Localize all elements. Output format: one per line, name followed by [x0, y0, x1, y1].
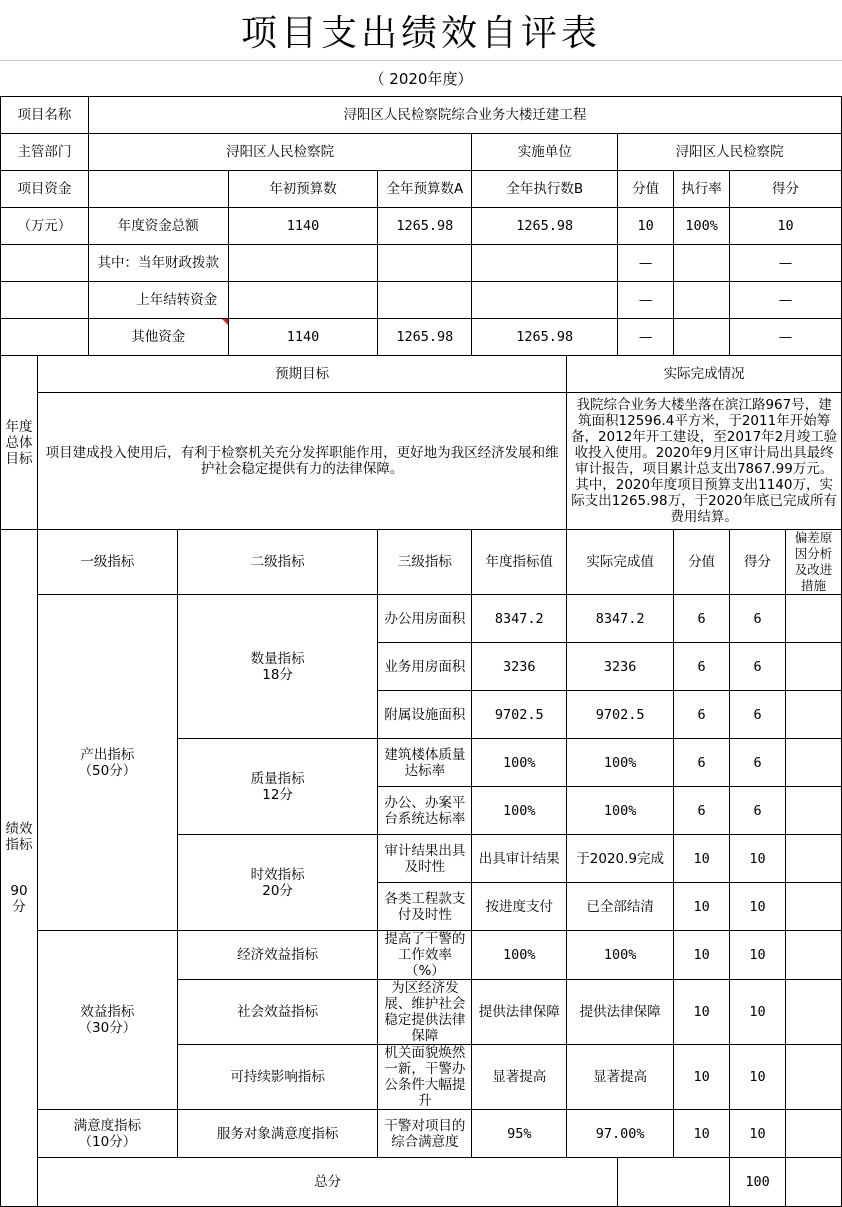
indicator-l2: 服务对象满意度指标	[177, 1110, 378, 1158]
funds-carryover-blank	[1, 282, 89, 319]
header-exec: 全年执行数B	[472, 171, 618, 208]
funds-carryover-score: —	[730, 282, 842, 319]
project-name-value: 浔阳区人民检察院综合业务大楼迁建工程	[88, 97, 841, 134]
indicator-score-value: 6	[674, 691, 730, 739]
evaluation-table	[0, 96, 842, 1207]
quantity-label	[177, 595, 378, 739]
indicators-side-label	[1, 530, 38, 1207]
indicator-l3: 办公用房面积	[378, 595, 472, 643]
indicator-actual: 已全部结清	[567, 883, 674, 931]
header-ind-score-value: 分值	[674, 530, 730, 595]
indicator-score: 10	[730, 883, 786, 931]
indicator-analysis	[785, 1045, 841, 1110]
total-analysis-blank	[785, 1158, 841, 1207]
header-analysis: 偏差原因分析及改进措施	[785, 530, 841, 595]
indicators-side-text: 绩效指标	[5, 821, 33, 853]
quantity-label-points: 18分	[262, 666, 293, 683]
satisfaction-label	[37, 1110, 177, 1158]
output-label-text: 产出指标	[80, 746, 135, 763]
indicator-analysis	[785, 595, 841, 643]
indicator-actual: 9702.5	[567, 691, 674, 739]
funds-total-label: 年度资金总额	[88, 208, 228, 245]
indicator-l3: 各类工程款支付及时性	[378, 883, 472, 931]
indicator-score-value: 6	[674, 643, 730, 691]
indicator-score: 10	[730, 980, 786, 1045]
header-actual: 实际完成值	[567, 530, 674, 595]
indicators-side-gap	[4, 853, 34, 883]
indicator-l3: 办公、办案平台系统达标率	[378, 787, 472, 835]
funds-total-exec: 1265.98	[472, 208, 618, 245]
header-l3: 三级指标	[378, 530, 472, 595]
satisfaction-label-text: 满意度指标	[73, 1117, 142, 1134]
indicator-actual: 于2020.9完成	[567, 835, 674, 883]
indicator-score-value: 6	[674, 787, 730, 835]
indicator-analysis	[785, 1110, 841, 1158]
indicator-l3: 附属设施面积	[378, 691, 472, 739]
title-bar	[0, 0, 842, 61]
funds-other-score-value: —	[618, 319, 674, 356]
dept-value: 浔阳区人民检察院	[88, 134, 471, 171]
total-label: 总分	[37, 1158, 617, 1207]
indicator-l3: 提高了干警的工作效率（%）	[378, 931, 472, 980]
indicator-target: 95%	[472, 1110, 567, 1158]
indicator-analysis	[785, 931, 841, 980]
timeliness-label	[177, 835, 378, 931]
indicator-l3: 干警对项目的综合满意度	[378, 1110, 472, 1158]
funds-carryover-rate	[674, 282, 730, 319]
indicator-score-value: 10	[674, 883, 730, 931]
indicator-target: 显著提高	[472, 1045, 567, 1110]
indicator-l2: 社会效益指标	[177, 980, 378, 1045]
indicator-actual: 3236	[567, 643, 674, 691]
total-blank	[618, 1158, 730, 1207]
header-rate: 执行率	[674, 171, 730, 208]
funds-total-score: 10	[730, 208, 842, 245]
indicator-score-value: 10	[674, 835, 730, 883]
indicator-actual: 97.00%	[567, 1110, 674, 1158]
funds-other-label: 其他资金	[88, 319, 228, 356]
year-note: （ 2020年度）	[369, 69, 473, 88]
funds-total-score-value: 10	[618, 208, 674, 245]
indicator-analysis	[785, 739, 841, 787]
header-score: 得分	[730, 171, 842, 208]
goals-actual-header: 实际完成情况	[567, 356, 842, 393]
goals-header-row	[1, 356, 842, 393]
indicator-target: 8347.2	[472, 595, 567, 643]
indicator-l3: 机关面貌焕然一新，干警办公条件大幅提升	[378, 1045, 472, 1110]
goals-content-row	[1, 393, 842, 530]
goals-side-label: 年度总体目标	[1, 356, 38, 530]
indicator-row	[1, 931, 842, 980]
indicator-l3: 建筑楼体质量达标率	[378, 739, 472, 787]
funds-fiscal-score-value: —	[618, 245, 674, 282]
funds-other-exec: 1265.98	[472, 319, 618, 356]
indicator-score: 10	[730, 1045, 786, 1110]
indicator-score-value: 10	[674, 980, 730, 1045]
indicator-target: 3236	[472, 643, 567, 691]
funds-fiscal-score: —	[730, 245, 842, 282]
indicator-score: 6	[730, 643, 786, 691]
indicator-row	[1, 595, 842, 643]
satisfaction-label-points: （10分）	[78, 1133, 137, 1150]
impl-value: 浔阳区人民检察院	[618, 134, 842, 171]
funds-other-annual: 1265.98	[378, 319, 472, 356]
funds-other-initial: 1140	[228, 319, 378, 356]
indicator-score: 10	[730, 1110, 786, 1158]
dept-row	[1, 134, 842, 171]
indicator-score-value: 6	[674, 739, 730, 787]
funds-other-blank	[1, 319, 89, 356]
goals-actual-text: 我院综合业务大楼坐落在滨江路967号，建筑面积12596.4平方米，于2011年开始筹备，2012年开工建设，至2017年2月竣工验收投入使用。2020年9月区审计局出具最终审计报告，项目累计总支出7867.99万元。其中，2020年度项目预算支出1140万，实际支出1265.98万，于2020年底已完成所有费用结算。	[567, 393, 842, 530]
header-initial: 年初预算数	[228, 171, 378, 208]
header-l2: 二级指标	[177, 530, 378, 595]
funds-carryover-row	[1, 282, 842, 319]
indicator-target: 100%	[472, 739, 567, 787]
funds-header-row	[1, 171, 842, 208]
year-row	[0, 60, 842, 96]
indicator-l2: 可持续影响指标	[177, 1045, 378, 1110]
header-ind-score: 得分	[730, 530, 786, 595]
indicator-target: 100%	[472, 931, 567, 980]
indicator-l3: 为区经济发展、维护社会稳定提供法律保障	[378, 980, 472, 1045]
benefit-label-points: （30分）	[78, 1020, 137, 1036]
indicator-target: 提供法律保障	[472, 980, 567, 1045]
funds-fiscal-initial	[228, 245, 378, 282]
funds-total-row	[1, 208, 842, 245]
indicator-score-value: 6	[674, 595, 730, 643]
goals-expected-header: 预期目标	[37, 356, 566, 393]
funds-total-rate: 100%	[674, 208, 730, 245]
indicator-analysis	[785, 787, 841, 835]
funds-fiscal-rate	[674, 245, 730, 282]
quality-label-text: 质量指标	[250, 770, 305, 787]
funds-unit: （万元）	[1, 208, 89, 245]
funds-header-blank	[88, 171, 228, 208]
total-row	[1, 1158, 842, 1207]
output-label-points: （50分）	[78, 762, 137, 779]
funds-fiscal-row	[1, 245, 842, 282]
indicator-score-value: 10	[674, 1045, 730, 1110]
indicators-header-row	[1, 530, 842, 595]
header-score-value: 分值	[618, 171, 674, 208]
indicator-l2: 经济效益指标	[177, 931, 378, 980]
indicator-analysis	[785, 691, 841, 739]
total-score: 100	[730, 1158, 786, 1207]
indicator-score: 6	[730, 691, 786, 739]
indicator-actual: 显著提高	[567, 1045, 674, 1110]
impl-label: 实施单位	[472, 134, 618, 171]
indicator-actual: 提供法律保障	[567, 980, 674, 1045]
indicator-actual: 100%	[567, 787, 674, 835]
funds-other-score: —	[730, 319, 842, 356]
indicators-side-score: 90分	[10, 883, 28, 915]
funds-other-rate	[674, 319, 730, 356]
indicator-target: 100%	[472, 787, 567, 835]
indicator-target: 出具审计结果	[472, 835, 567, 883]
funds-other-row	[1, 319, 842, 356]
dept-label: 主管部门	[1, 134, 89, 171]
timeliness-label-text: 时效指标	[250, 866, 305, 883]
funds-carryover-score-value: —	[618, 282, 674, 319]
quality-label	[177, 739, 378, 835]
header-l1: 一级指标	[37, 530, 177, 595]
funds-fiscal-label: 其中：当年财政拨款	[88, 245, 228, 282]
funds-carryover-label: 上年结转资金	[88, 282, 228, 319]
indicator-l3: 审计结果出具及时性	[378, 835, 472, 883]
indicator-actual: 8347.2	[567, 595, 674, 643]
project-name-row	[1, 97, 842, 134]
page-title: 项目支出绩效自评表	[240, 12, 601, 54]
funds-total-annual: 1265.98	[378, 208, 472, 245]
indicator-analysis	[785, 883, 841, 931]
indicator-target: 9702.5	[472, 691, 567, 739]
funds-fiscal-blank	[1, 245, 89, 282]
benefit-label	[37, 931, 177, 1110]
output-label	[37, 595, 177, 931]
funds-fiscal-annual	[378, 245, 472, 282]
indicator-score: 6	[730, 739, 786, 787]
quality-label-points: 12分	[262, 786, 293, 803]
funds-carryover-initial	[228, 282, 378, 319]
header-target: 年度指标值	[472, 530, 567, 595]
indicator-analysis	[785, 643, 841, 691]
indicator-score: 6	[730, 595, 786, 643]
indicator-score-value: 10	[674, 1110, 730, 1158]
funds-carryover-annual	[378, 282, 472, 319]
goals-expected-text: 项目建成投入使用后，有利于检察机关充分发挥职能作用，更好地为我区经济发展和维护社会稳定提供有力的法律保障。	[37, 393, 566, 530]
indicator-actual: 100%	[567, 739, 674, 787]
indicator-row	[1, 1110, 842, 1158]
timeliness-label-points: 20分	[262, 882, 293, 899]
header-annual: 全年预算数A	[378, 171, 472, 208]
indicator-actual: 100%	[567, 931, 674, 980]
indicator-analysis	[785, 835, 841, 883]
indicator-score: 10	[730, 931, 786, 980]
funds-total-initial: 1140	[228, 208, 378, 245]
benefit-label-text: 效益指标	[80, 1004, 135, 1020]
funds-fiscal-exec	[472, 245, 618, 282]
indicator-score-value: 10	[674, 931, 730, 980]
indicator-target: 按进度支付	[472, 883, 567, 931]
indicator-score: 6	[730, 787, 786, 835]
indicator-analysis	[785, 980, 841, 1045]
quantity-label-text: 数量指标	[250, 650, 305, 667]
funds-carryover-exec	[472, 282, 618, 319]
project-name-label: 项目名称	[1, 97, 89, 134]
funds-label: 项目资金	[1, 171, 89, 208]
indicator-score: 10	[730, 835, 786, 883]
indicator-l3: 业务用房面积	[378, 643, 472, 691]
